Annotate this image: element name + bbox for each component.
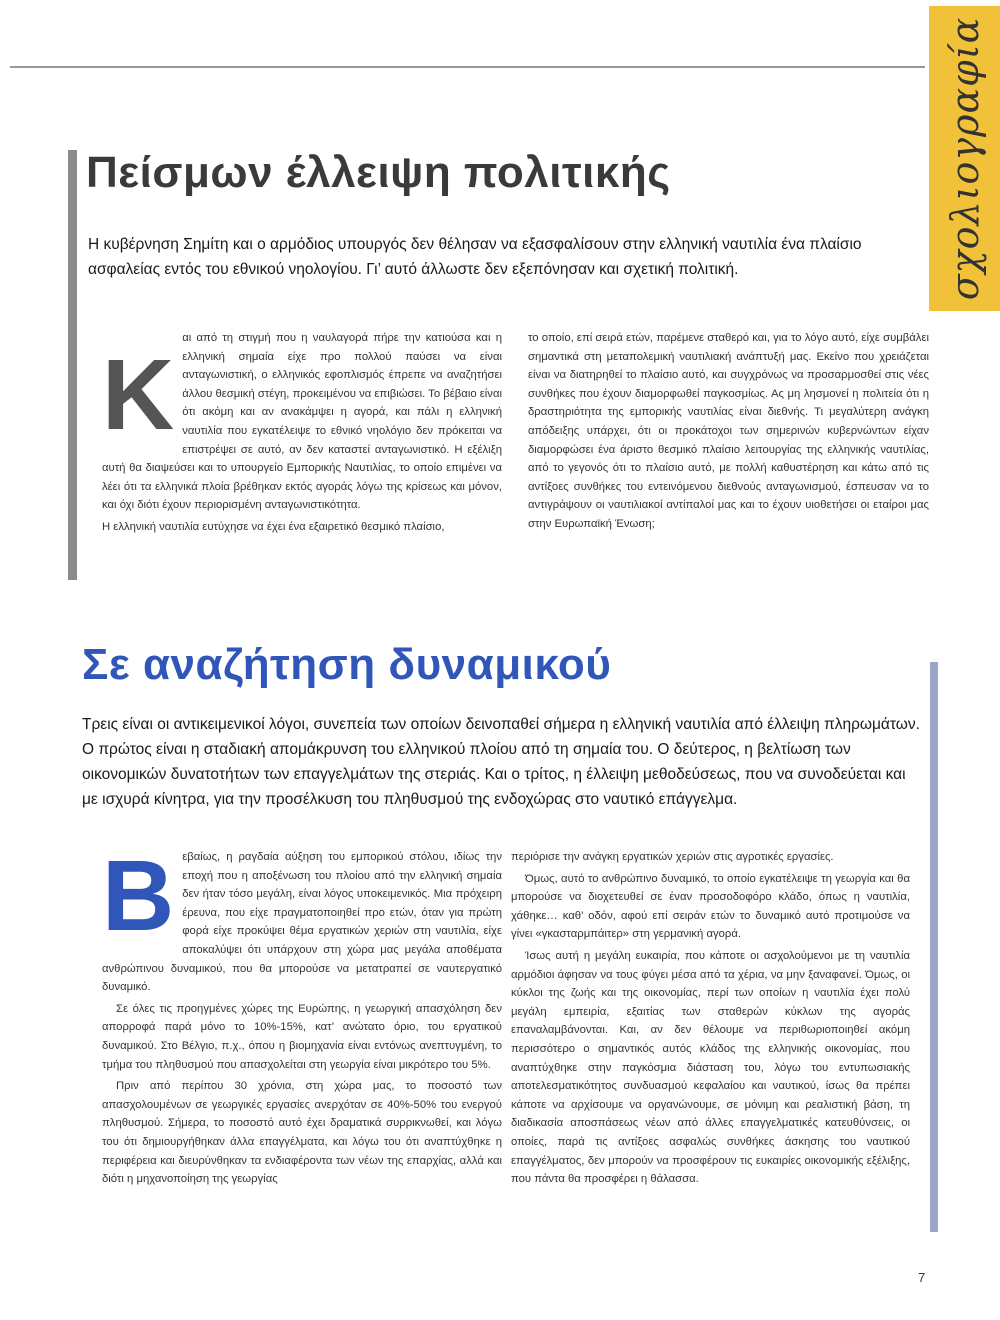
paragraph: περιόρισε την ανάγκη εργατικών χεριών στις αγροτικές εργασίες. (511, 851, 834, 863)
header-rule (10, 66, 925, 68)
paragraph: Ίσως αυτή η μεγάλη ευκαιρία, που κάποτε οι ασχολούμενοι με τη ναυτιλία αρμόδιοι άφησαν να τους φύγει μέσα από τα χέρια, να μην ξαναφανεί. Όμως, οι κύκλοι της ζωής και της οικονομίας, περί των οποίων η ναυτιλία έχει πολύ μεγάλη εμπειρία, εξαιτίας των σταθερών κύκλων της αγοράς επαναλαμβάνονται. Και, αν δεν θέλουμε να περιθωριοποιηθεί ακόμη περισσότερο ο σημαντικός αυτός κλάδος της ελληνικής οικονομίας, που αναπτύχθηκε στην παγκόσμια διάσταση του, λόγω του εντυπωσιακής αποτελεσματικότητος συνδυασμού κεφαλαίου και ναυτικού, ίσως θα πρέπει κάποτε να αρχίσουμε να οργανώνουμε, σε μόνιμη και ρεαλιστική βάση, τη διαδικασία αποσπάσεως νέων από άλλες επαγγελματικές κατευθύνσεις, οι οποίες, παρά τις αντίξοες ασφαλώς συνθήκες άσκησης του ναυτικού επαγγέλματος, δεν μπορούν να προσφέρουν τις ευκαιρίες οικονομικής εξέλιξης, που πάντα θα προσφέρει η θάλασσα. (511, 949, 910, 1186)
paragraph: Πριν από περίπου 30 χρόνια, στη χώρα μας, το ποσοστό των απασχολουμένων σε γεωργικές εργασίες ανερχόταν σε 40%-50% του ενεργού πληθυσμού. Σήμερα, το ποσοστό αυτό έχει δραματικά συρρικνωθεί, και λόγω του ότι δημιουργήθηκαν άλλα επαγγέλματα, και λόγω του ότι αναπτύχθηκε η περιφέρεια και διευρύνθηκαν τα ενδιαφέροντα των νέων της επαρχίας, αλλά και διότι η μηχανοποίηση της γεωργίας (102, 1080, 502, 1186)
paragraph: εβαίως, η ραγδαία αύξηση του εμπορικού στόλου, ιδίως την εποχή που η αποξένωση του πλοίου από την ελληνική σημαία δεν ήταν τόσο μεγάλη, είναι λόγος υποκειμενικός. Μια πρόχειρη έρευνα, που είχε πραγματοποιηθεί προ ετών, όταν για πρώτη φορά είχε προκύψει θέμα εργατικών χεριών στη ναυτιλία, είχε αποκαλύψει ότι υπάρχουν στη χώρα μας μεγάλα αποθέματα ανθρώπινου δυναμικού, που θα μπορούσε να μετατραπεί σε ναυτεργατικό δυναμικό. (102, 851, 502, 994)
article2-column-2 (511, 848, 910, 1192)
paragraph: το οποίο, επί σειρά ετών, παρέμενε σταθερό και, για το λόγο αυτό, είχε συμβάλει σημαντικά στη μεταπολεμική ναυτιλιακή ανάπτυξή μας. Εκείνο που χρειάζεται είναι να διατηρηθεί το πλαίσιο αυτό, και συγχρόνως να προσαρμοσθεί στις νέες συνθήκες που έχουν διαμορφωθεί παγκοσμίως. Ας μη λησμονεί η πολιτεία ότι η δραστηριότητα της εμπορικής ναυτιλίας είναι διεθνής. Τι μεγαλύτερη ανάγκη απόδειξης υπάρχει, ότι οι προκάτοχοι των σημερινών κυβερνώντων είχαν διαμορφώσει ένα άριστο θεσμικό πλαίσιο λειτουργίας της ελληνικής ναυτιλίας, από το γεγονός ότι το πλαίσιο αυτό, με πολλή καθυστέρηση και κάτω από τις αντίξοες συνθήκες του εντεινόμενου διεθνούς ανταγωνισμού, έσπευσαν να το αντιγράψουν οι ναυτιλιακοί αντίπαλοί μας και το έχουν υιοθετήσει οι εταίροι μας στην Ευρωπαϊκή Ένωση; (528, 332, 929, 530)
article1-column-2 (528, 329, 929, 537)
paragraph: αι από τη στιγμή που η ναυλαγορά πήρε την κατιούσα και η ελληνική σημαία είχε προ πολλού παύσει να είναι ανταγωνιστική, ο ελληνικός εφοπλισμός έπρεπε να αναζητήσει άλλου θεσμική στέγη, προκειμένου να επιβιώσει. Το βέβαιο είναι ότι ακόμη και αν ανακάμψει η αγορά, και πάλι η ελληνική ναυτιλία που εγκατέλειψε το εθνικό νηολόγιο δεν πρόκειται να επιστρέψει σε αυτό, αν δεν καταστεί ανταγωνιστικό. Η εξέλιξη αυτή θα διαψεύσει και το υπουργείο Εμπορικής Ναυτιλίας, το οποίο επιμένει να λέει ότι τα ελληνικά πλοία βρέθηκαν εκτός αγοράς λόγω της κρίσεως και μόνον, και όχι διότι έχουν περιορισμένη ανταγωνιστικότητα. (102, 332, 502, 512)
article1-accent-bar (68, 150, 77, 580)
article2-lead: Τρεις είναι οι αντικειμενικοί λόγοι, συνεπεία των οποίων δεινοπαθεί σήμερα η ελληνική ναυτιλία από έλλειψη πληρωμάτων. Ο πρώτος είναι η σταδιακή απομάκρυνση του ελληνικού πλοίου από τη σημαία του. Ο δεύτερος, η βελτίωση των οικονομικών δυνατοτήτων των επαγγελμάτων της στεριάς. Και ο τρίτος, η έλλειψη μεθοδεύσεως, που να συνοδεύεται και με ισχυρά κίνητρα, για την προσέλκυση του πληθυσμού της ενδοχώρας στο ναυτικό επάγγελμα. (82, 716, 920, 808)
article1-lead: Η κυβέρνηση Σημίτη και ο αρμόδιος υπουργός δεν θέλησαν να εξασφαλίσουν στην ελληνική ναυτιλία ένα πλαίσιο ασφαλείας εντός του εθνικού νηολογίου. Γι’ αυτό άλλωστε δεν εξεπόνησαν και σχετική πολιτική. (88, 236, 862, 278)
section-tab (929, 6, 1000, 311)
article1-column-1 (102, 329, 502, 540)
paragraph: Σε όλες τις προηγμένες χώρες της Ευρώπης, η γεωργική απασχόληση δεν απορροφά παρά μόνο το 10%-15%, κατ’ ανώτατο όριο, του εργατικού δυναμικού. Στο Βέλγιο, π.χ., όπου η βιομηχανία είναι εντόνως ανεπτυγμένη, το τμήμα του πληθυσμού που απασχολείται στη γεωργία είναι μικρότερο του 5%. (102, 1002, 502, 1071)
page-number: 7 (918, 1270, 926, 1285)
article2-column-1 (102, 840, 502, 1192)
paragraph: Όμως, αυτό το ανθρώπινο δυναμικό, το οποίο εγκατέλειψε τη γεωργία και θα μπορούσε να διοχετευθεί σε έναν προσοδοφόρο κλάδο, όπως η ναυτιλία, χάθηκε… καθ’ οδόν, αφού επί σειράν ετών το δυναμικό αυτό προτιμούσε να γίνει «γκασταρμπάιτερ» στη γερμανική αγορά. (511, 872, 910, 941)
paragraph: Η ελληνική ναυτιλία ευτύχησε να έχει ένα εξαιρετικό θεσμικό πλαίσιο, (102, 520, 445, 533)
article2-title: Σε αναζήτηση δυναμικού (82, 640, 612, 689)
article2-accent-bar (930, 662, 938, 1232)
section-tab-label: σχολιογραφία (942, 16, 987, 301)
article1-dropcap: Κ (102, 339, 175, 451)
article2-dropcap: Β (102, 840, 175, 952)
article1-title: Πείσμων έλλειψη πολιτικής (86, 148, 671, 197)
